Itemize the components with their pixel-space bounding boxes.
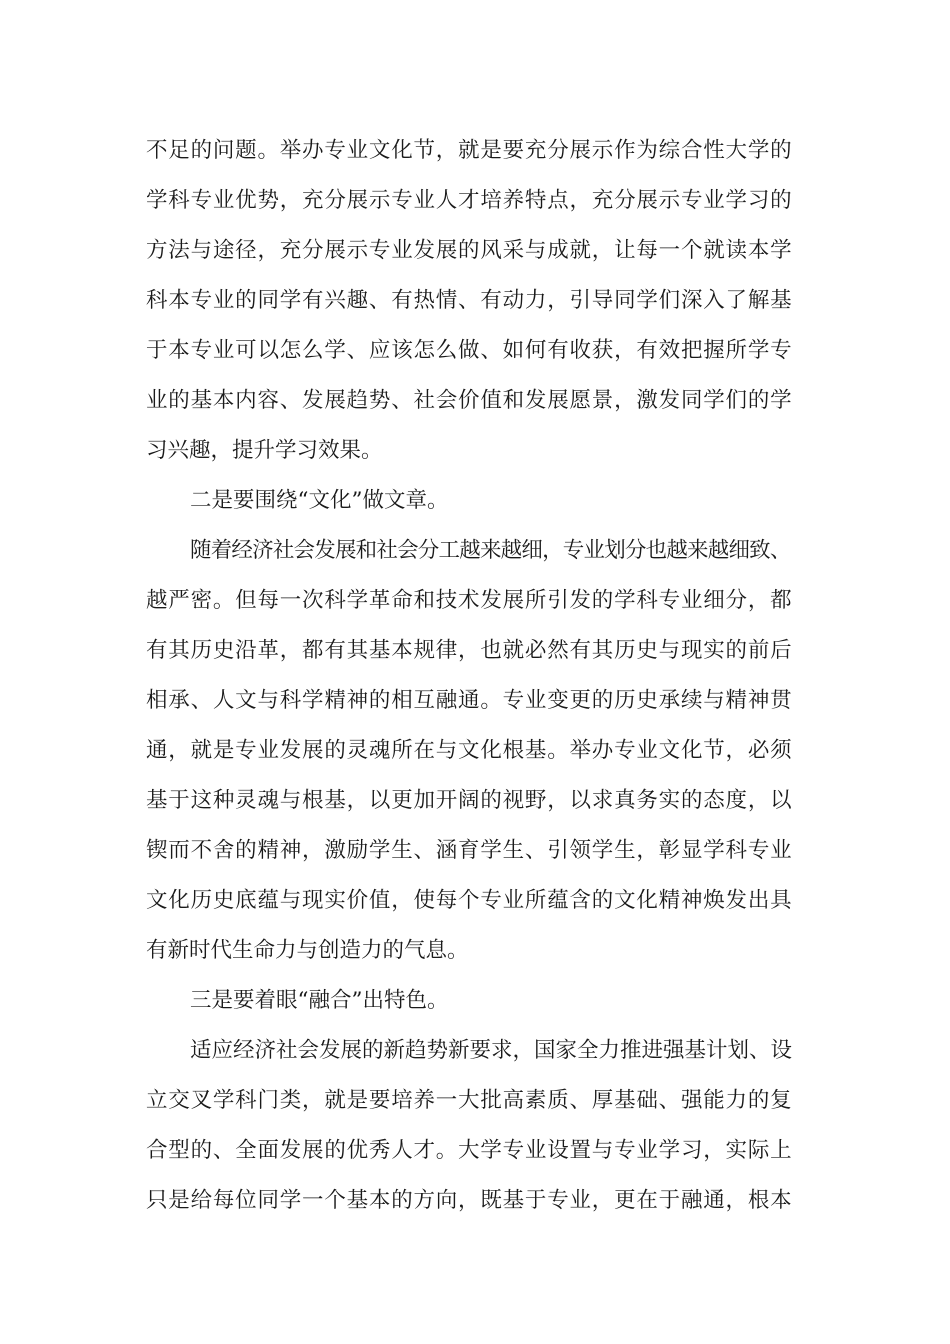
text-line: 科本专业的同学有兴趣、有热情、有动力，引导同学们深入了解基 [146,288,793,313]
text-line: 学科专业优势，充分展示专业人才培养特点，充分展示专业学习的 [146,188,793,213]
text-line: 越严密。但每一次科学革命和技术发展所引发的学科专业细分，都 [146,588,793,613]
text-line: 基于这种灵魂与根基，以更加开阔的视野，以求真务实的态度，以 [146,788,793,813]
section-heading: 三是要着眼“融合”出特色。 [190,988,449,1013]
text-line: 通，就是专业发展的灵魂所在与文化根基。举办专业文化节，必须 [146,738,793,763]
text-line: 有新时代生命力与创造力的气息。 [146,938,469,963]
text-line: 不足的问题。举办专业文化节，就是要充分展示作为综合性大学的 [146,138,793,163]
text-line: 只是给每位同学一个基本的方向，既基于专业，更在于融通，根本 [146,1188,793,1213]
paragraph-start: 适应经济社会发展的新趋势新要求，国家全力推进强基计划、设 [190,1038,793,1063]
text-line: 方法与途径，充分展示专业发展的风采与成就，让每一个就读本学 [146,238,793,263]
text-line: 锲而不舍的精神，激励学生、涵育学生、引领学生，彰显学科专业 [146,838,793,863]
text-line: 立交叉学科门类，就是要培养一大批高素质、厚基础、强能力的复 [146,1088,793,1113]
section-heading: 二是要围绕“文化”做文章。 [190,488,449,513]
text-line: 文化历史底蕴与现实价值，使每个专业所蕴含的文化精神焕发出具 [146,888,793,913]
text-line: 习兴趣，提升学习效果。 [146,438,383,463]
text-line: 相承、人文与科学精神的相互融通。专业变更的历史承续与精神贯 [146,688,793,713]
paragraph-start: 随着经济社会发展和社会分工越来越细，专业划分也越来越细致、 [190,538,791,563]
text-line: 有其历史沿革，都有其基本规律，也就必然有其历史与现实的前后 [146,638,793,663]
text-line: 于本专业可以怎么学、应该怎么做、如何有收获，有效把握所学专 [146,338,793,363]
text-line: 业的基本内容、发展趋势、社会价值和发展愿景，激发同学们的学 [146,388,793,413]
text-line: 合型的、全面发展的优秀人才。大学专业设置与专业学习，实际上 [146,1138,793,1163]
